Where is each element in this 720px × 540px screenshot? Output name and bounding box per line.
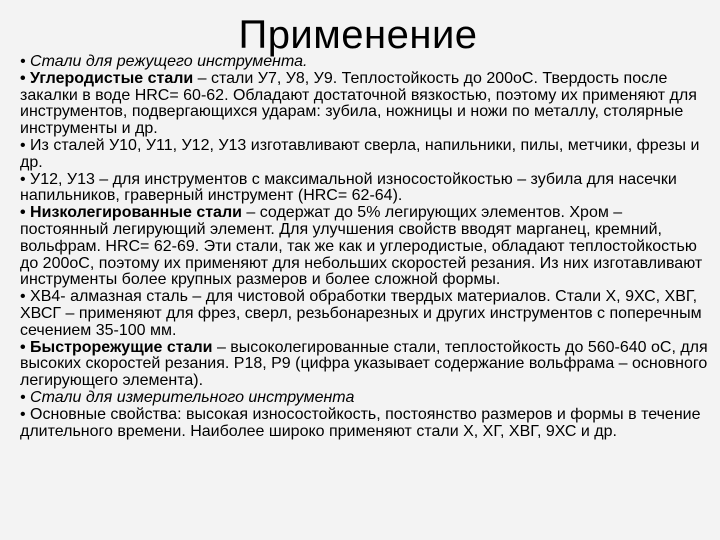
slide-body [20,54,714,440]
paragraph-u12-u13 [20,172,714,206]
paragraph-u10-u13 [20,138,714,172]
paragraph-text: • Стали для измерительного инструмента [20,388,355,406]
paragraph-heading: • Углеродистые стали [20,69,194,87]
paragraph-text: • Из сталей У10, У11, У12, У13 изготавливают сверла, напильники, пилы, метчики, фрезы и др. [20,136,700,171]
paragraph-text: • ХВ4- алмазная сталь – для чистовой обработки твердых материалов. Стали Х, 9ХС, ХВГ, ХВСГ – применяют для фрез, сверл, резьбонарезных и других инструментов с поперечным сечением 35-100 мм. [20,288,702,339]
paragraph-text: – высоколегированные стали, теплостойкость до 560-640 оС, для высоких скоростей резания. Р18, Р9 (цифра указывает содержание вольфрама – основного легирующего элемента). [20,338,708,390]
slide-title [0,12,720,58]
paragraph-text: – содержат до 5% легирующих элементов. Хром – постоянный легирующий элемент. Для улучшения свойств вводят марганец, кремний, вольфрам. HRC= 62-69. Эти стали, так же как и углеродистые, обладают теплостойкостью до 200оС, поэтому их применяют для небольших скоростей резания. Из них изготавливают инструменты более крупных размеров и более сложной формы. [20,204,703,289]
paragraph-hv4 [20,289,714,339]
paragraph-measuring-tool-steels [20,390,714,407]
slide-title-text: Применение [238,13,478,57]
paragraph-heading: • Быстрорежущие стали [20,338,213,356]
paragraph-text: • Стали для режущего инструмента. [20,53,308,70]
paragraph-text: – стали У7, У8, У9. Теплостойкость до 200оС. Твердость после закалки в воде HRC= 60-62. Обладают достаточной вязкостью, поэтому их применяют для инструментов, подвергающихся ударам: зубила, ножницы и ножи по металлу, столярные инструменты и др. [20,69,697,138]
paragraph-text: • Основные свойства: высокая износостойкость, постоянство размеров и формы в течение длительного времени. Наиболее широко применяют стали Х, ХГ, ХВГ, 9ХС и др. [20,405,701,440]
paragraph-cutting-tool-steels [20,54,714,71]
paragraph-carbon-steels [20,71,714,138]
paragraph-low-alloy-steels [20,205,714,289]
paragraph-heading: • Низколегированные стали [20,204,242,222]
paragraph-high-speed-steels [20,340,714,390]
paragraph-main-properties [20,407,714,441]
paragraph-text: • У12, У13 – для инструментов с максимальной износостойкостью – зубила для насечки напильников, граверный инструмент (HRC= 62-64). [20,170,677,205]
